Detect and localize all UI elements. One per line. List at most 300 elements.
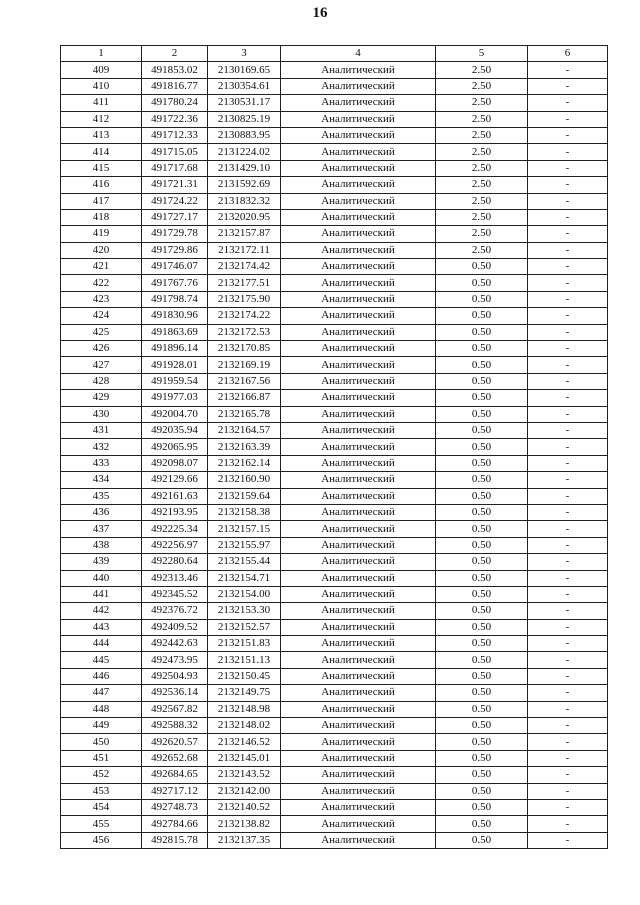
method-cell: Аналитический bbox=[281, 668, 436, 684]
method-cell: Аналитический bbox=[281, 373, 436, 389]
method-cell: Аналитический bbox=[281, 341, 436, 357]
y-coordinate-cell: 2132169.19 bbox=[208, 357, 281, 373]
x-coordinate-cell: 492129.66 bbox=[142, 472, 208, 488]
method-cell: Аналитический bbox=[281, 750, 436, 766]
table-row bbox=[61, 832, 608, 848]
x-coordinate-cell: 492065.95 bbox=[142, 439, 208, 455]
x-coordinate-cell: 492035.94 bbox=[142, 422, 208, 438]
table-row bbox=[61, 209, 608, 225]
y-coordinate-cell: 2131592.69 bbox=[208, 177, 281, 193]
method-cell: Аналитический bbox=[281, 324, 436, 340]
method-cell: Аналитический bbox=[281, 160, 436, 176]
point-number-cell: 436 bbox=[61, 504, 142, 520]
point-number-cell: 425 bbox=[61, 324, 142, 340]
y-coordinate-cell: 2132149.75 bbox=[208, 685, 281, 701]
y-coordinate-cell: 2132165.78 bbox=[208, 406, 281, 422]
table-row bbox=[61, 308, 608, 324]
point-number-cell: 451 bbox=[61, 750, 142, 766]
y-coordinate-cell: 2130825.19 bbox=[208, 111, 281, 127]
accuracy-cell: 0.50 bbox=[436, 685, 528, 701]
table-row bbox=[61, 701, 608, 717]
accuracy-cell: 0.50 bbox=[436, 455, 528, 471]
accuracy-cell: 2.50 bbox=[436, 242, 528, 258]
method-cell: Аналитический bbox=[281, 193, 436, 209]
method-cell: Аналитический bbox=[281, 783, 436, 799]
coordinates-table bbox=[60, 45, 608, 849]
table-row bbox=[61, 373, 608, 389]
x-coordinate-cell: 491721.31 bbox=[142, 177, 208, 193]
table-row bbox=[61, 750, 608, 766]
accuracy-cell: 0.50 bbox=[436, 734, 528, 750]
x-coordinate-cell: 492442.63 bbox=[142, 636, 208, 652]
x-coordinate-cell: 491767.76 bbox=[142, 275, 208, 291]
accuracy-cell: 0.50 bbox=[436, 537, 528, 553]
header-row bbox=[61, 46, 608, 62]
method-cell: Аналитический bbox=[281, 111, 436, 127]
y-coordinate-cell: 2132159.64 bbox=[208, 488, 281, 504]
point-number-cell: 419 bbox=[61, 226, 142, 242]
method-cell: Аналитический bbox=[281, 799, 436, 815]
x-coordinate-cell: 491727.17 bbox=[142, 209, 208, 225]
note-cell: - bbox=[528, 193, 608, 209]
y-coordinate-cell: 2132164.57 bbox=[208, 422, 281, 438]
y-coordinate-cell: 2132152.57 bbox=[208, 619, 281, 635]
point-number-cell: 435 bbox=[61, 488, 142, 504]
note-cell: - bbox=[528, 308, 608, 324]
x-coordinate-cell: 491715.05 bbox=[142, 144, 208, 160]
table-row bbox=[61, 127, 608, 143]
note-cell: - bbox=[528, 537, 608, 553]
method-cell: Аналитический bbox=[281, 685, 436, 701]
note-cell: - bbox=[528, 554, 608, 570]
note-cell: - bbox=[528, 357, 608, 373]
point-number-cell: 443 bbox=[61, 619, 142, 635]
y-coordinate-cell: 2132154.00 bbox=[208, 586, 281, 602]
method-cell: Аналитический bbox=[281, 78, 436, 94]
x-coordinate-cell: 491863.69 bbox=[142, 324, 208, 340]
point-number-cell: 455 bbox=[61, 816, 142, 832]
table-row bbox=[61, 799, 608, 815]
x-coordinate-cell: 491717.68 bbox=[142, 160, 208, 176]
accuracy-cell: 2.50 bbox=[436, 209, 528, 225]
x-coordinate-cell: 492588.32 bbox=[142, 718, 208, 734]
y-coordinate-cell: 2131832.32 bbox=[208, 193, 281, 209]
method-cell: Аналитический bbox=[281, 127, 436, 143]
point-number-cell: 420 bbox=[61, 242, 142, 258]
x-coordinate-cell: 491724.22 bbox=[142, 193, 208, 209]
x-coordinate-cell: 492620.57 bbox=[142, 734, 208, 750]
accuracy-cell: 0.50 bbox=[436, 554, 528, 570]
y-coordinate-cell: 2132150.45 bbox=[208, 668, 281, 684]
note-cell: - bbox=[528, 619, 608, 635]
y-coordinate-cell: 2132157.15 bbox=[208, 521, 281, 537]
note-cell: - bbox=[528, 586, 608, 602]
point-number-cell: 415 bbox=[61, 160, 142, 176]
accuracy-cell: 0.50 bbox=[436, 767, 528, 783]
note-cell: - bbox=[528, 324, 608, 340]
x-coordinate-cell: 492717.12 bbox=[142, 783, 208, 799]
point-number-cell: 412 bbox=[61, 111, 142, 127]
x-coordinate-cell: 491798.74 bbox=[142, 291, 208, 307]
point-number-cell: 445 bbox=[61, 652, 142, 668]
table-row bbox=[61, 455, 608, 471]
point-number-cell: 413 bbox=[61, 127, 142, 143]
y-coordinate-cell: 2132138.82 bbox=[208, 816, 281, 832]
note-cell: - bbox=[528, 144, 608, 160]
point-number-cell: 411 bbox=[61, 95, 142, 111]
table-row bbox=[61, 406, 608, 422]
table-row bbox=[61, 78, 608, 94]
point-number-cell: 437 bbox=[61, 521, 142, 537]
note-cell: - bbox=[528, 603, 608, 619]
x-coordinate-cell: 492193.95 bbox=[142, 504, 208, 520]
method-cell: Аналитический bbox=[281, 504, 436, 520]
accuracy-cell: 0.50 bbox=[436, 521, 528, 537]
accuracy-cell: 0.50 bbox=[436, 259, 528, 275]
note-cell: - bbox=[528, 291, 608, 307]
point-number-cell: 446 bbox=[61, 668, 142, 684]
table-row bbox=[61, 422, 608, 438]
y-coordinate-cell: 2132160.90 bbox=[208, 472, 281, 488]
note-cell: - bbox=[528, 472, 608, 488]
method-cell: Аналитический bbox=[281, 439, 436, 455]
point-number-cell: 441 bbox=[61, 586, 142, 602]
note-cell: - bbox=[528, 62, 608, 78]
point-number-cell: 450 bbox=[61, 734, 142, 750]
point-number-cell: 426 bbox=[61, 341, 142, 357]
point-number-cell: 454 bbox=[61, 799, 142, 815]
accuracy-cell: 0.50 bbox=[436, 488, 528, 504]
y-coordinate-cell: 2130531.17 bbox=[208, 95, 281, 111]
point-number-cell: 439 bbox=[61, 554, 142, 570]
note-cell: - bbox=[528, 111, 608, 127]
method-cell: Аналитический bbox=[281, 537, 436, 553]
note-cell: - bbox=[528, 685, 608, 701]
y-coordinate-cell: 2132140.52 bbox=[208, 799, 281, 815]
x-coordinate-cell: 491712.33 bbox=[142, 127, 208, 143]
point-number-cell: 417 bbox=[61, 193, 142, 209]
method-cell: Аналитический bbox=[281, 488, 436, 504]
note-cell: - bbox=[528, 373, 608, 389]
note-cell: - bbox=[528, 78, 608, 94]
method-cell: Аналитический bbox=[281, 422, 436, 438]
method-cell: Аналитический bbox=[281, 472, 436, 488]
note-cell: - bbox=[528, 799, 608, 815]
accuracy-cell: 0.50 bbox=[436, 291, 528, 307]
method-cell: Аналитический bbox=[281, 586, 436, 602]
method-cell: Аналитический bbox=[281, 226, 436, 242]
note-cell: - bbox=[528, 701, 608, 717]
table-row bbox=[61, 554, 608, 570]
point-number-cell: 431 bbox=[61, 422, 142, 438]
point-number-cell: 423 bbox=[61, 291, 142, 307]
method-cell: Аналитический bbox=[281, 767, 436, 783]
note-cell: - bbox=[528, 488, 608, 504]
point-number-cell: 427 bbox=[61, 357, 142, 373]
accuracy-cell: 0.50 bbox=[436, 275, 528, 291]
table-row bbox=[61, 177, 608, 193]
accuracy-cell: 0.50 bbox=[436, 324, 528, 340]
column-header-2: 2 bbox=[142, 46, 208, 62]
note-cell: - bbox=[528, 390, 608, 406]
point-number-cell: 447 bbox=[61, 685, 142, 701]
x-coordinate-cell: 491722.36 bbox=[142, 111, 208, 127]
note-cell: - bbox=[528, 341, 608, 357]
page-number: 16 bbox=[312, 5, 328, 21]
y-coordinate-cell: 2132177.51 bbox=[208, 275, 281, 291]
table-row bbox=[61, 291, 608, 307]
y-coordinate-cell: 2132143.52 bbox=[208, 767, 281, 783]
y-coordinate-cell: 2132145.01 bbox=[208, 750, 281, 766]
x-coordinate-cell: 492376.72 bbox=[142, 603, 208, 619]
point-number-cell: 418 bbox=[61, 209, 142, 225]
y-coordinate-cell: 2132153.30 bbox=[208, 603, 281, 619]
point-number-cell: 456 bbox=[61, 832, 142, 848]
method-cell: Аналитический bbox=[281, 832, 436, 848]
note-cell: - bbox=[528, 209, 608, 225]
point-number-cell: 448 bbox=[61, 701, 142, 717]
x-coordinate-cell: 491928.01 bbox=[142, 357, 208, 373]
method-cell: Аналитический bbox=[281, 816, 436, 832]
note-cell: - bbox=[528, 226, 608, 242]
table-row bbox=[61, 472, 608, 488]
y-coordinate-cell: 2130883.95 bbox=[208, 127, 281, 143]
x-coordinate-cell: 492473.95 bbox=[142, 652, 208, 668]
note-cell: - bbox=[528, 832, 608, 848]
note-cell: - bbox=[528, 275, 608, 291]
method-cell: Аналитический bbox=[281, 390, 436, 406]
note-cell: - bbox=[528, 422, 608, 438]
table-row bbox=[61, 586, 608, 602]
x-coordinate-cell: 491780.24 bbox=[142, 95, 208, 111]
accuracy-cell: 0.50 bbox=[436, 668, 528, 684]
x-coordinate-cell: 491959.54 bbox=[142, 373, 208, 389]
table-row bbox=[61, 488, 608, 504]
method-cell: Аналитический bbox=[281, 734, 436, 750]
x-coordinate-cell: 492280.64 bbox=[142, 554, 208, 570]
table-row bbox=[61, 160, 608, 176]
method-cell: Аналитический bbox=[281, 291, 436, 307]
x-coordinate-cell: 492004.70 bbox=[142, 406, 208, 422]
x-coordinate-cell: 492313.46 bbox=[142, 570, 208, 586]
table-row bbox=[61, 144, 608, 160]
note-cell: - bbox=[528, 504, 608, 520]
y-coordinate-cell: 2132154.71 bbox=[208, 570, 281, 586]
method-cell: Аналитический bbox=[281, 62, 436, 78]
accuracy-cell: 2.50 bbox=[436, 160, 528, 176]
y-coordinate-cell: 2132148.02 bbox=[208, 718, 281, 734]
point-number-cell: 422 bbox=[61, 275, 142, 291]
y-coordinate-cell: 2132157.87 bbox=[208, 226, 281, 242]
table-row bbox=[61, 341, 608, 357]
accuracy-cell: 0.50 bbox=[436, 750, 528, 766]
accuracy-cell: 0.50 bbox=[436, 586, 528, 602]
table-row bbox=[61, 521, 608, 537]
table-row bbox=[61, 636, 608, 652]
y-coordinate-cell: 2132170.85 bbox=[208, 341, 281, 357]
accuracy-cell: 0.50 bbox=[436, 701, 528, 717]
table-row bbox=[61, 816, 608, 832]
table-row bbox=[61, 734, 608, 750]
column-header-1: 1 bbox=[61, 46, 142, 62]
y-coordinate-cell: 2130169.65 bbox=[208, 62, 281, 78]
method-cell: Аналитический bbox=[281, 406, 436, 422]
accuracy-cell: 0.50 bbox=[436, 422, 528, 438]
x-coordinate-cell: 491896.14 bbox=[142, 341, 208, 357]
method-cell: Аналитический bbox=[281, 701, 436, 717]
y-coordinate-cell: 2132162.14 bbox=[208, 455, 281, 471]
note-cell: - bbox=[528, 570, 608, 586]
point-number-cell: 429 bbox=[61, 390, 142, 406]
y-coordinate-cell: 2132155.44 bbox=[208, 554, 281, 570]
accuracy-cell: 0.50 bbox=[436, 783, 528, 799]
point-number-cell: 453 bbox=[61, 783, 142, 799]
accuracy-cell: 2.50 bbox=[436, 193, 528, 209]
point-number-cell: 410 bbox=[61, 78, 142, 94]
column-header-6: 6 bbox=[528, 46, 608, 62]
y-coordinate-cell: 2132155.97 bbox=[208, 537, 281, 553]
y-coordinate-cell: 2132163.39 bbox=[208, 439, 281, 455]
x-coordinate-cell: 492567.82 bbox=[142, 701, 208, 717]
method-cell: Аналитический bbox=[281, 554, 436, 570]
x-coordinate-cell: 492652.68 bbox=[142, 750, 208, 766]
table-row bbox=[61, 95, 608, 111]
accuracy-cell: 2.50 bbox=[436, 226, 528, 242]
accuracy-cell: 2.50 bbox=[436, 95, 528, 111]
method-cell: Аналитический bbox=[281, 652, 436, 668]
table-row bbox=[61, 439, 608, 455]
note-cell: - bbox=[528, 439, 608, 455]
method-cell: Аналитический bbox=[281, 308, 436, 324]
point-number-cell: 442 bbox=[61, 603, 142, 619]
accuracy-cell: 0.50 bbox=[436, 718, 528, 734]
note-cell: - bbox=[528, 718, 608, 734]
y-coordinate-cell: 2132174.42 bbox=[208, 259, 281, 275]
y-coordinate-cell: 2131224.02 bbox=[208, 144, 281, 160]
note-cell: - bbox=[528, 750, 608, 766]
table-row bbox=[61, 668, 608, 684]
x-coordinate-cell: 491853.02 bbox=[142, 62, 208, 78]
note-cell: - bbox=[528, 636, 608, 652]
y-coordinate-cell: 2132158.38 bbox=[208, 504, 281, 520]
table-row bbox=[61, 537, 608, 553]
table-row bbox=[61, 767, 608, 783]
point-number-cell: 438 bbox=[61, 537, 142, 553]
x-coordinate-cell: 492161.63 bbox=[142, 488, 208, 504]
y-coordinate-cell: 2132172.53 bbox=[208, 324, 281, 340]
point-number-cell: 432 bbox=[61, 439, 142, 455]
point-number-cell: 449 bbox=[61, 718, 142, 734]
method-cell: Аналитический bbox=[281, 95, 436, 111]
y-coordinate-cell: 2132172.11 bbox=[208, 242, 281, 258]
point-number-cell: 421 bbox=[61, 259, 142, 275]
column-header-3: 3 bbox=[208, 46, 281, 62]
accuracy-cell: 0.50 bbox=[436, 799, 528, 815]
table-body bbox=[61, 62, 608, 849]
table-row bbox=[61, 504, 608, 520]
note-cell: - bbox=[528, 521, 608, 537]
accuracy-cell: 2.50 bbox=[436, 78, 528, 94]
accuracy-cell: 0.50 bbox=[436, 341, 528, 357]
x-coordinate-cell: 491746.07 bbox=[142, 259, 208, 275]
x-coordinate-cell: 491729.78 bbox=[142, 226, 208, 242]
x-coordinate-cell: 492684.65 bbox=[142, 767, 208, 783]
point-number-cell: 444 bbox=[61, 636, 142, 652]
accuracy-cell: 0.50 bbox=[436, 832, 528, 848]
accuracy-cell: 2.50 bbox=[436, 177, 528, 193]
method-cell: Аналитический bbox=[281, 209, 436, 225]
accuracy-cell: 2.50 bbox=[436, 62, 528, 78]
table-row bbox=[61, 718, 608, 734]
accuracy-cell: 0.50 bbox=[436, 308, 528, 324]
y-coordinate-cell: 2132020.95 bbox=[208, 209, 281, 225]
accuracy-cell: 2.50 bbox=[436, 127, 528, 143]
note-cell: - bbox=[528, 259, 608, 275]
table-row bbox=[61, 259, 608, 275]
y-coordinate-cell: 2132167.56 bbox=[208, 373, 281, 389]
x-coordinate-cell: 492225.34 bbox=[142, 521, 208, 537]
note-cell: - bbox=[528, 95, 608, 111]
accuracy-cell: 0.50 bbox=[436, 603, 528, 619]
accuracy-cell: 0.50 bbox=[436, 619, 528, 635]
method-cell: Аналитический bbox=[281, 636, 436, 652]
y-coordinate-cell: 2132142.00 bbox=[208, 783, 281, 799]
method-cell: Аналитический bbox=[281, 521, 436, 537]
table-row bbox=[61, 242, 608, 258]
y-coordinate-cell: 2132175.90 bbox=[208, 291, 281, 307]
accuracy-cell: 0.50 bbox=[436, 570, 528, 586]
x-coordinate-cell: 492098.07 bbox=[142, 455, 208, 471]
accuracy-cell: 0.50 bbox=[436, 816, 528, 832]
method-cell: Аналитический bbox=[281, 603, 436, 619]
method-cell: Аналитический bbox=[281, 718, 436, 734]
table-row bbox=[61, 226, 608, 242]
x-coordinate-cell: 492784.66 bbox=[142, 816, 208, 832]
table-row bbox=[61, 275, 608, 291]
y-coordinate-cell: 2132174.22 bbox=[208, 308, 281, 324]
y-coordinate-cell: 2132151.13 bbox=[208, 652, 281, 668]
method-cell: Аналитический bbox=[281, 455, 436, 471]
method-cell: Аналитический bbox=[281, 242, 436, 258]
accuracy-cell: 0.50 bbox=[436, 504, 528, 520]
y-coordinate-cell: 2132137.35 bbox=[208, 832, 281, 848]
table-row bbox=[61, 619, 608, 635]
accuracy-cell: 0.50 bbox=[436, 439, 528, 455]
x-coordinate-cell: 492409.52 bbox=[142, 619, 208, 635]
table-row bbox=[61, 783, 608, 799]
point-number-cell: 414 bbox=[61, 144, 142, 160]
note-cell: - bbox=[528, 783, 608, 799]
table-row bbox=[61, 603, 608, 619]
x-coordinate-cell: 492256.97 bbox=[142, 537, 208, 553]
column-header-4: 4 bbox=[281, 46, 436, 62]
y-coordinate-cell: 2132146.52 bbox=[208, 734, 281, 750]
method-cell: Аналитический bbox=[281, 259, 436, 275]
note-cell: - bbox=[528, 127, 608, 143]
y-coordinate-cell: 2132148.98 bbox=[208, 701, 281, 717]
x-coordinate-cell: 492815.78 bbox=[142, 832, 208, 848]
table-row bbox=[61, 62, 608, 78]
table-row bbox=[61, 652, 608, 668]
table-header bbox=[61, 46, 608, 62]
y-coordinate-cell: 2132166.87 bbox=[208, 390, 281, 406]
point-number-cell: 440 bbox=[61, 570, 142, 586]
x-coordinate-cell: 492504.93 bbox=[142, 668, 208, 684]
x-coordinate-cell: 491729.86 bbox=[142, 242, 208, 258]
point-number-cell: 416 bbox=[61, 177, 142, 193]
point-number-cell: 428 bbox=[61, 373, 142, 389]
accuracy-cell: 0.50 bbox=[436, 390, 528, 406]
